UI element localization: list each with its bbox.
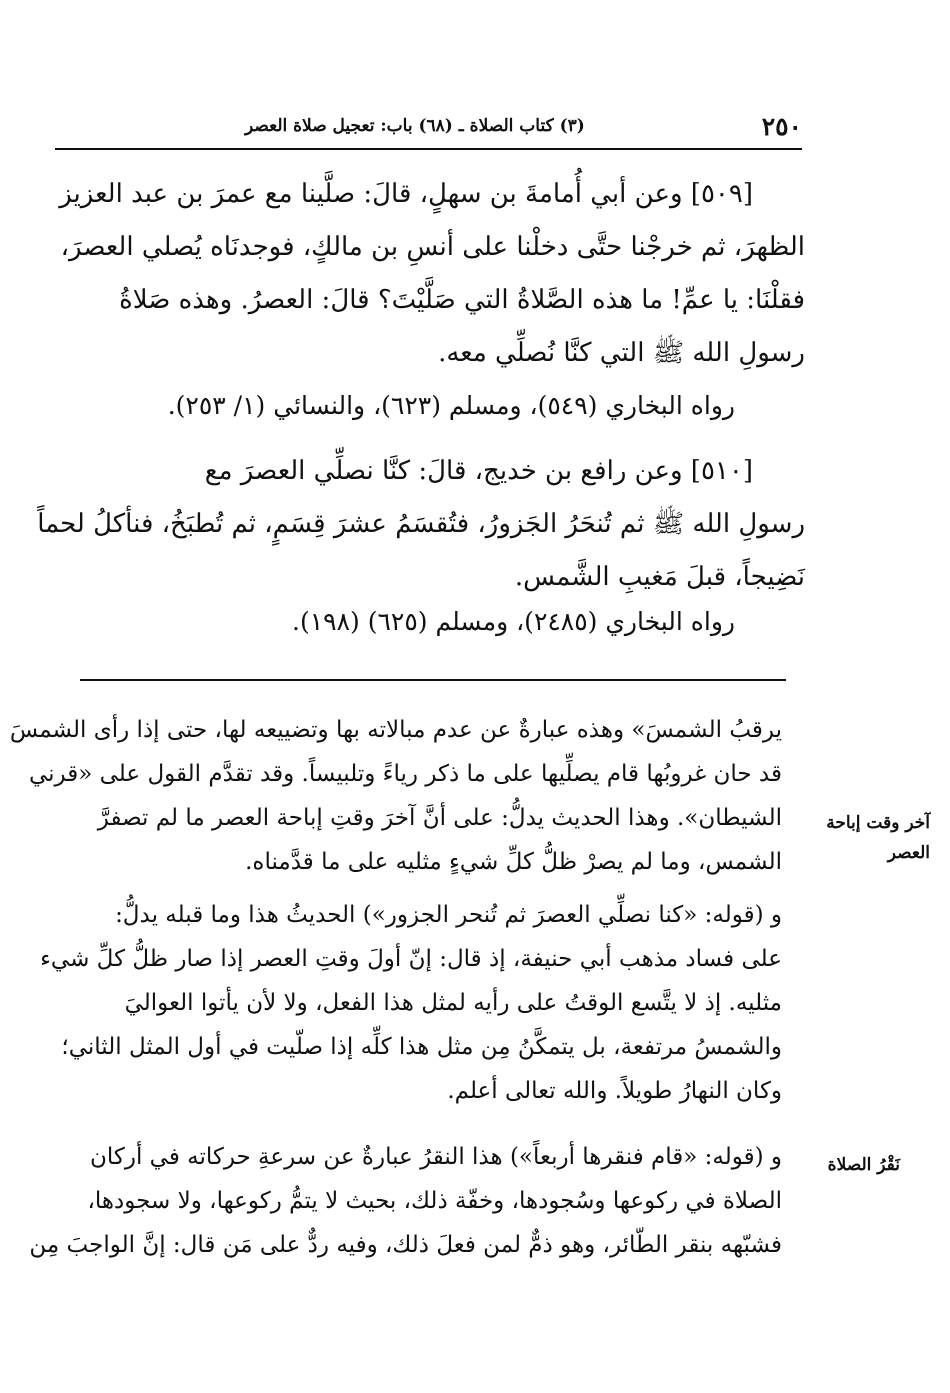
commentary-line: فشبّهه بنقر الطّائر، وهو ذمٌّ لمن فعلَ ذلك، وفيه ردٌّ على مَن قال: إنَّ الواجبَ مِن [29, 1232, 782, 1258]
hadith-509 [60, 168, 805, 380]
page-header [55, 108, 802, 142]
hadith-510 [37, 445, 805, 604]
hadith-510-source: رواه البخاري (٢٤٨٥)، ومسلم (٦٢٥) (١٩٨). [292, 607, 735, 636]
commentary-line: وكان النهارُ طويلاً. والله تعالى أعلم. [447, 1078, 782, 1104]
hadith-line: الظهرَ، ثم خرجْنا حتَّى دخلْنا على أنسِ بن مالكٍ، فوجدنَاه يُصلي العصرَ، [60, 232, 805, 262]
hadith-line: رسولِ الله ﷺ التي كنَّا نُصلِّي معه. [438, 338, 805, 368]
page-number: ٢٥٠ [761, 112, 802, 141]
commentary-paragraph-3 [29, 1135, 782, 1267]
commentary-line: و (قوله: «كنا نصلِّي العصرَ ثم تُنحر الجزور») الحديثُ هذا وما قبله يدلُّ: [115, 902, 782, 928]
commentary-line: على فساد مذهب أبي حنيفة، إذ قال: إنّ أولَ وقتِ العصر إذا صار ظلُّ كلِّ شيء [40, 946, 782, 972]
commentary-paragraph-1 [9, 708, 782, 884]
hadith-line: نَضِيجاً، قبلَ مَغيبِ الشَّمس. [514, 562, 805, 592]
commentary-separator [80, 679, 786, 681]
hadith-line: رسولِ الله ﷺ ثم تُنحَرُ الجَزورُ، فتُقسَمُ عشرَ قِسَمٍ، ثم تُطبَخُ، فنأكلُ لحماً [37, 509, 805, 539]
margin-note-pecking-prayer: نَقْرُ الصلاة [827, 1155, 900, 1175]
hadith-509-source: رواه البخاري (٥٤٩)، ومسلم (٦٢٣)، والنسائي (١/ ٢٥٣). [167, 391, 735, 420]
hadith-line: [٥٠٩] وعن أبي أُمامةَ بن سهلٍ، قالَ: صلَّينا مع عمرَ بن عبد العزيز [59, 179, 753, 209]
commentary-line: الشمس، وما لم يصرْ ظلُّ كلِّ شيءٍ مثليه على ما قدَّمناه. [245, 849, 782, 875]
commentary-line: و (قوله: «قام فنقرها أربعاً») هذا النقرُ عبارةٌ عن سرعةِ حركاته في أركان [90, 1144, 782, 1170]
hadith-line: [٥١٠] وعن رافع بن خديج، قالَ: كنَّا نصلِّي العصرَ مع [204, 456, 753, 486]
commentary-line: الشيطان». وهذا الحديث يدلُّ: على أنَّ آخرَ وقتِ إباحة العصر ما لم تصفرَّ [97, 805, 782, 831]
commentary-paragraph-2 [40, 893, 782, 1113]
commentary-line: الصلاة في ركوعها وسُجودها، وخفّة ذلك، بحيث لا يتمُّ ركوعها، ولا سجودها، [87, 1188, 782, 1214]
commentary-line: مثليه. إذ لا يتَّسع الوقتُ على رأيه لمثل هذا الفعل، ولا لأن يأتوا العواليَ [124, 990, 782, 1016]
commentary-line: قد حان غروبُها قام يصلِّيها على ما ذكر رياءً وتلبيساً. وقد تقدَّم القول على «قرني [28, 761, 782, 787]
commentary-line: والشمسُ مرتفعة، بل يتمكَّنُ مِن مثل هذا كلِّه إذا صلّيت في أول المثل الثاني؛ [61, 1034, 782, 1060]
commentary-line: يرقبُ الشمسَ» وهذه عبارةٌ عن عدم مبالاته بها وتضييعه لها، حتى إذا رأى الشمسَ [9, 717, 782, 743]
margin-note-end-of-asr-time: آخر وقت إباحة العصر [826, 813, 930, 863]
running-title: (٣) كتاب الصلاة ـ (٦٨) باب: تعجيل صلاة العصر [245, 116, 585, 136]
hadith-line: فقلْنَا: يا عمِّ! ما هذه الصَّلاةُ التي صَلَّيْتَ؟ قالَ: العصرُ. وهذه صَلاةُ [119, 285, 805, 315]
header-rule [55, 148, 802, 150]
